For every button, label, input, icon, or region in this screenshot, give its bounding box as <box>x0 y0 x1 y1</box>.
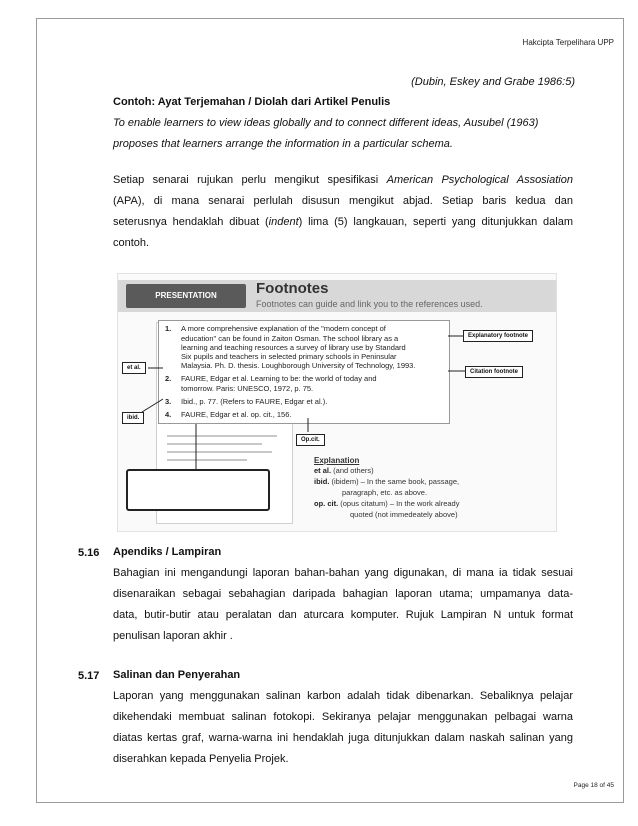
indent-term: indent <box>268 216 299 228</box>
slide-title: Footnotes <box>256 280 329 297</box>
explanation-text: quoted (not immedeately above) <box>350 510 458 519</box>
explanation-text: (opus citatum) – In the work already <box>338 499 460 508</box>
apa-text: seterusnya hendaklah dibuat ( <box>113 216 269 228</box>
explanation-term: op. cit. <box>314 499 339 508</box>
section-516-number: 5.16 <box>78 547 100 559</box>
explanation-text: (ibidem) – In the same book, passage, <box>329 477 460 486</box>
footnote-text: FAURE, Edgar et al. op. cit., 156. <box>181 410 292 419</box>
section-516-line-1: Bahagian ini mengandungi laporan bahan-bahan yang digunakan, di mana ia tidak sesuai <box>113 567 573 579</box>
section-517-line-3: diatas kertas graf, warna-warna ini hendaklah juga ditunjukkan dalam naskah salinan yang <box>113 732 573 744</box>
tag-explanatory-footnote: Explanatory footnote <box>463 330 533 342</box>
example-italic-line-1: To enable learners to view ideas globally and to connect different ideas, Ausubel (1963) <box>113 117 539 129</box>
footnote-text: FAURE, Edgar et al. Learning to be: the world of today and <box>181 374 377 383</box>
explanation-term: ibid. <box>314 477 330 486</box>
example-italic-line-2: proposes that learners arrange the information in a particular schema. <box>113 138 453 150</box>
explanation-heading: Explanation <box>314 456 360 465</box>
example-heading: Contoh: Ayat Terjemahan / Diolah dari Artikel Penulis <box>113 96 391 108</box>
explanation-text: (and others) <box>331 466 374 475</box>
citation-text: (Dubin, Eskey and Grabe 1986:5) <box>411 76 575 88</box>
slide-presentation-tab: PRESENTATION <box>126 284 246 308</box>
slide-subtitle: Footnotes can guide and link you to the references used. <box>256 299 483 309</box>
section-516-line-3: data, butir-butir atau peralatan dan aturcara komputer. Rujuk Lampiran N untuk format <box>113 609 573 621</box>
section-517-line-4: diserahkan kepada Penyelia Projek. <box>113 753 289 765</box>
footnote-text: Ibid., p. 77. (Refers to FAURE, Edgar et al.). <box>181 397 328 406</box>
section-517-title: Salinan dan Penyerahan <box>113 669 241 681</box>
tag-et-al: et al. <box>122 362 146 374</box>
footnote-text: Malaysia. Ph. D. thesis. Loughborough University of Technology, 1993. <box>181 361 416 370</box>
apa-line-4: contoh. <box>113 237 150 249</box>
slide-connector-lines <box>118 274 557 532</box>
tag-op-cit: Op.cit. <box>296 434 325 446</box>
footnote-number: 3. <box>165 397 172 406</box>
apa-text: ) lima (5) langkauan, seperti yang ditunjukkan dalam <box>298 216 573 228</box>
apa-paragraph <box>113 170 573 254</box>
apa-text: Setiap senarai rujukan perlu mengikut spesifikasi <box>113 174 387 186</box>
tag-ibid: ibid. <box>122 412 144 424</box>
footnote-number: 2. <box>165 374 172 383</box>
footnote-text: tomorrow. Paris: UNESCO, 1972, p. 75. <box>181 384 314 393</box>
section-516-line-4: penulisan laporan akhir . <box>113 630 233 642</box>
section-517-line-2: dikehendaki membuat salinan fotokopi. Sekiranya pelajar menggunakan pelbagai warna <box>113 711 573 723</box>
tag-citation-footnote: Citation footnote <box>465 366 523 378</box>
footnote-text: A more comprehensive explanation of the "modern concept of <box>181 324 386 333</box>
apa-line-3 <box>113 212 573 233</box>
footnote-text: learning and teaching resources a survey of library use by Standard <box>181 343 406 352</box>
footnotes-slide-image <box>117 273 557 532</box>
section-517 <box>113 665 573 770</box>
header-copyright: Hakcipta Terpelihara UPP <box>522 38 614 47</box>
footnote-text: education" can be found in Zaiton Osman. The school library as a <box>181 334 399 343</box>
apa-line-2: (APA), di mana senarai perlulah disusun mengikut abjad. Setiap baris kedua dan <box>113 195 573 207</box>
section-516-title: Apendiks / Lampiran <box>113 546 222 558</box>
apa-name: American Psychological Assosiation <box>386 174 573 186</box>
footnote-text: Six pupils and teachers in selected primary schools in Peninsular <box>181 352 397 361</box>
footnote-number: 4. <box>165 410 172 419</box>
apa-line-1 <box>113 170 573 191</box>
explanation-term: et al. <box>314 466 332 475</box>
section-516-line-2: disenaraikan sebagai sebahagian daripada bahagian laporan utama; umpamanya data- <box>113 588 573 600</box>
section-516 <box>113 542 573 647</box>
footnote-number: 1. <box>165 324 172 333</box>
explanation-text: paragraph, etc. as above. <box>342 488 428 497</box>
section-517-number: 5.17 <box>78 670 100 682</box>
example-block <box>113 92 573 155</box>
section-517-line-1: Laporan yang menggunakan salinan karbon adalah tidak dibenarkan. Sebaliknya pelajar <box>113 690 573 702</box>
page-number: Page 18 of 45 <box>573 782 614 789</box>
